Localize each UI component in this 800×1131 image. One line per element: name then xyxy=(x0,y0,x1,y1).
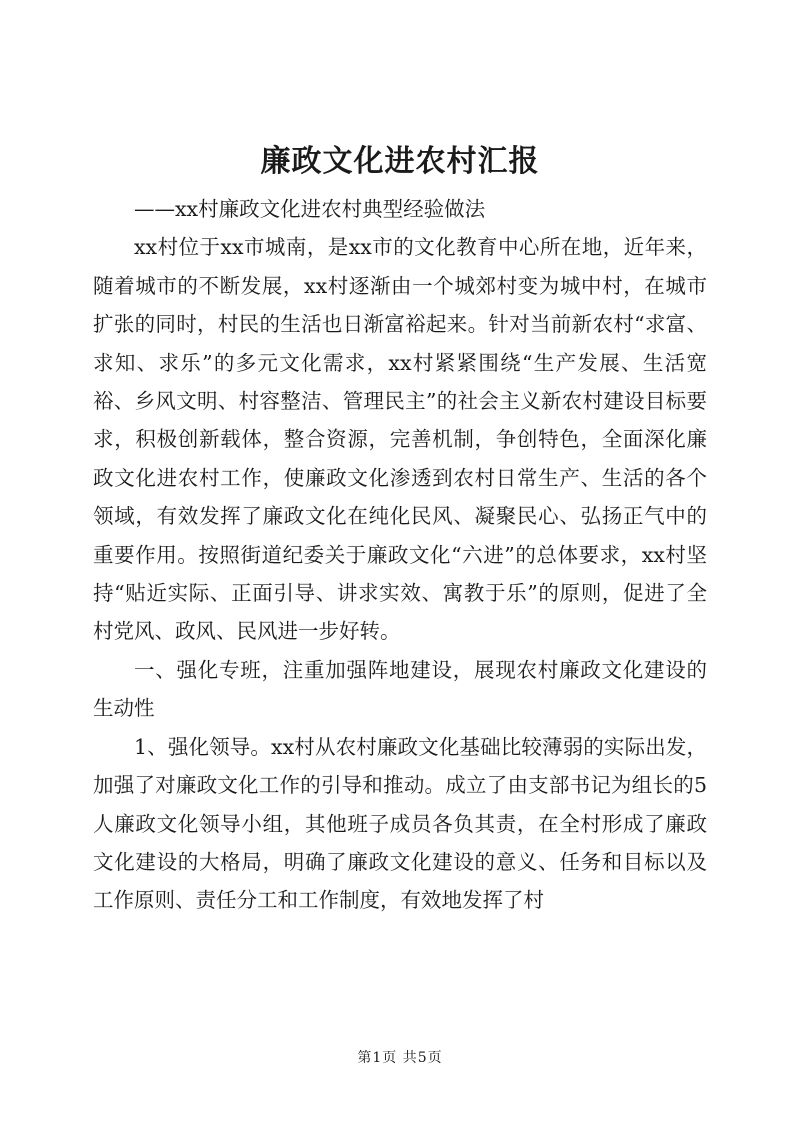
intro-paragraph: xx村位于xx市城南，是xx市的文化教育中心所在地，近年来，随着城市的不断发展，xx村逐渐由一个城郊村变为城中村，在城市扩张的同时，村民的生活也日渐富裕起来。针对当前新农村“求富、求知、求乐”的多元文化需求，xx村紧紧围绕“生产发展、生活宽裕、乡风文明、村容整洁、管理民主”的社会主义新农村建设目标要求，积极创新载体，整合资源，完善机制，争创特色，全面深化廉政文化进农村工作，使廉政文化渗透到农村日常生产、生活的各个领域，有效发挥了廉政文化在纯化民风、凝聚民心、弘扬正气中的重要作用。按照街道纪委关于廉政文化“六进”的总体要求，xx村坚持“贴近实际、正面引导、讲求实效、寓教于乐”的原则，促进了全村党风、政风、民风进一步好转。 xyxy=(93,235,707,644)
section-heading: 一、强化专班，注重加强阵地建设，展现农村廉政文化建设的生动性 xyxy=(93,657,707,721)
document-body xyxy=(93,190,707,920)
page-footer: 第1页 共5页 xyxy=(357,1050,443,1066)
subtitle-paragraph: ——xx村廉政文化进农村典型经验做法 xyxy=(134,197,486,221)
body-paragraph: 1、强化领导。xx村从农村廉政文化基础比较薄弱的实际出发，加强了对廉政文化工作的引导和推动。成立了由支部书记为组长的5人廉政文化领导小组，其他班子成员各负其责，在全村形成了廉政文化建设的大格局，明确了廉政文化建设的意义、任务和目标以及工作原则、责任分工和工作制度，有效地发挥了村 xyxy=(93,734,707,913)
document-title: 廉政文化进农村汇报 xyxy=(260,144,540,179)
